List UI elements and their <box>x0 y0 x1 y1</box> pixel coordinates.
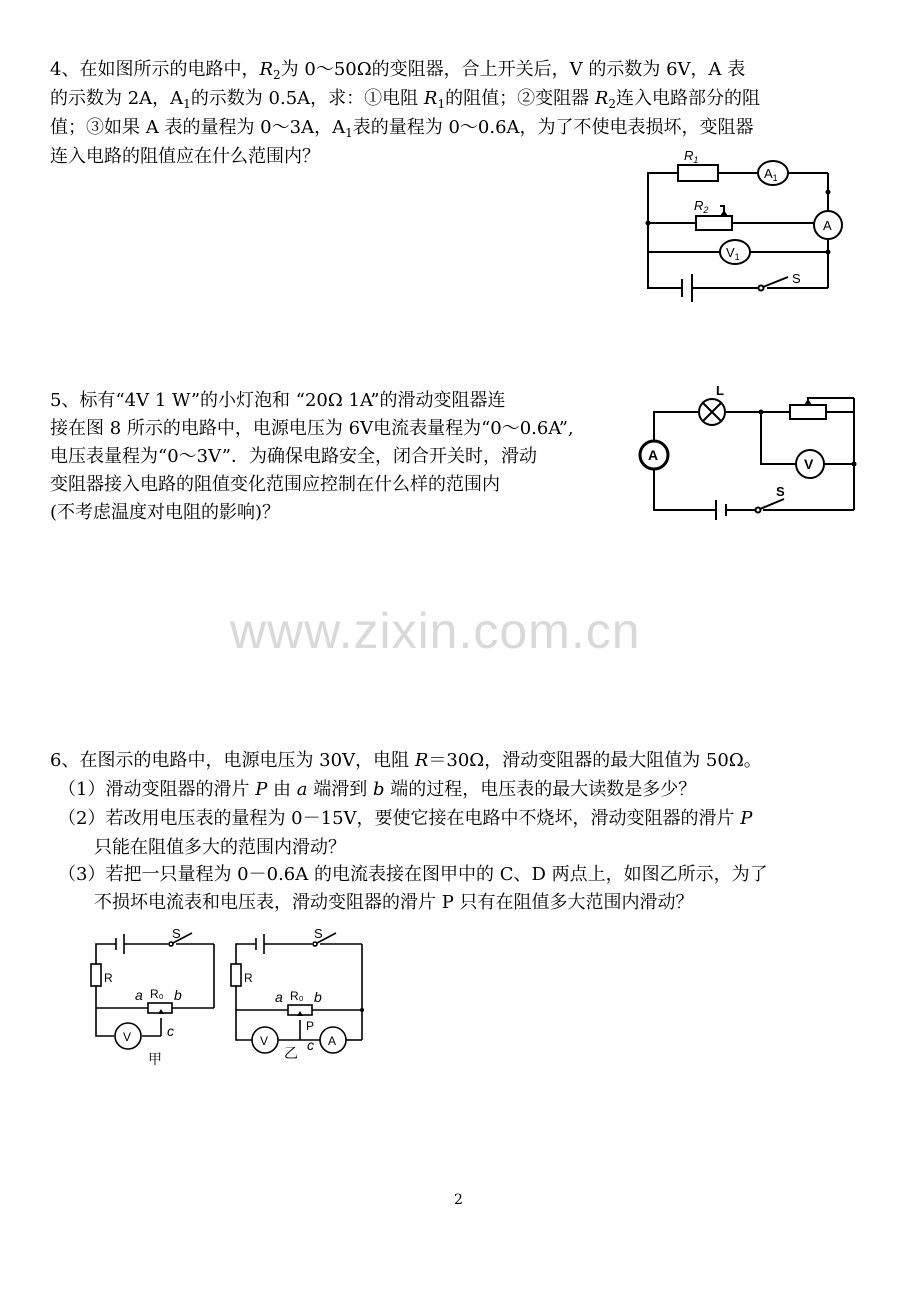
label-p: P <box>306 1019 315 1033</box>
label-r: R <box>104 971 113 985</box>
rheostat-r2 <box>696 216 732 230</box>
label-v1: $V_1$ <box>726 245 740 262</box>
q6-line-2: （1）滑动变阻器的滑片 P 由 a 端滑到 b 端的过程，电压表的最大读数是多少？ <box>58 779 697 800</box>
label-r1: $R_1$ <box>684 148 699 165</box>
label-b: b <box>174 987 182 1003</box>
resistor-r <box>231 964 241 986</box>
q5-line-4: 变阻器接入电路的阻值变化范围应控制在什么样的范围内 <box>50 474 500 495</box>
q6-line-5: （3）若把一只量程为 0－0.6A 的电流表接在图甲中的 C、D 两点上，如图乙所示，为了 <box>58 864 768 885</box>
rheostat <box>790 405 826 419</box>
q4-line-4: 连入电路的阻值应在什么范围内？ <box>50 146 320 167</box>
q6-line-6: 不损坏电流表和电压表，滑动变阻器的滑片 P 只有在阻值多大范围内滑动？ <box>94 892 694 913</box>
label-l: L <box>716 383 724 398</box>
caption-yi: 乙 <box>284 1045 298 1061</box>
label-v: V <box>804 456 814 472</box>
label-s: S <box>314 926 323 941</box>
q5-line-2: 接在图 8 所示的电路中，电源电压为 6V电流表量程为“0～0.6A”, <box>50 418 574 439</box>
label-v: V <box>123 1030 132 1044</box>
resistor-r <box>91 964 101 986</box>
caption-jia: 甲 <box>148 1051 162 1067</box>
battery-icon <box>256 934 264 954</box>
battery-icon <box>682 274 692 302</box>
q4-line-3: 值；③如果 A 表的量程为 0～3A，$A_1$表的量程为 0～0.6A，为了不使电表损坏，变阻器 <box>50 117 754 140</box>
q6-circuit-yi <box>226 926 376 1071</box>
battery-icon <box>116 934 124 954</box>
lamp-l-icon <box>699 399 725 425</box>
label-a: a <box>275 989 283 1005</box>
page-number: 2 <box>454 1192 463 1208</box>
q5-line-3: 电压表量程为“0～3V”．为确保电路安全，闭合开关时，滑动 <box>50 446 537 467</box>
label-a1: $A_1$ <box>764 166 778 183</box>
label-r0: R₀ <box>150 987 164 1001</box>
q5-line-5: (不考虑温度对电阻的影响)？ <box>50 502 281 523</box>
label-s: S <box>172 926 181 941</box>
label-a: A <box>648 447 659 463</box>
q6-line-3: （2）若改用电压表的量程为 0－15V，要使它接在电路中不烧坏，滑动变阻器的滑片 P <box>58 808 753 829</box>
q4-line-2: 的示数为 2A，$A_1$的示数为 0.5A，求：①电阻 $R_1$的阻值；②变阻器 $R_2$连入电路部分的阻 <box>50 88 761 111</box>
q6-line-4: 只能在阻值多大的范围内滑动？ <box>94 837 346 858</box>
q5-circuit-diagram <box>636 380 861 525</box>
label-b: b <box>314 989 322 1005</box>
battery-icon <box>716 500 726 520</box>
label-s: S <box>776 484 785 499</box>
watermark: www.zixin.com.cn <box>230 603 641 659</box>
label-r2: $R_2$ <box>694 198 709 215</box>
q6-line-1: 6、在图示的电路中，电源电压为 30V，电阻 R＝30Ω，滑动变阻器的最大阻值为 50Ω。 <box>50 750 762 771</box>
label-a: a <box>135 987 143 1003</box>
label-r0: R₀ <box>290 989 304 1003</box>
label-am: A <box>328 1034 337 1048</box>
q6-circuit-jia <box>86 926 226 1071</box>
q4-circuit-diagram <box>636 140 856 310</box>
resistor-r1 <box>678 165 718 181</box>
label-c: c <box>167 1023 174 1039</box>
label-v: V <box>260 1034 269 1048</box>
label-c: c <box>307 1037 314 1053</box>
label-s: S <box>792 271 801 286</box>
label-r: R <box>244 971 253 985</box>
label-a: A <box>823 218 832 233</box>
q5-line-1: 5、标有“4V 1 W”的小灯泡和 “20Ω 1A”的滑动变阻器连 <box>50 390 506 411</box>
q4-line-1: 4、在如图所示的电路中，$R_2$为 0～50Ω的变阻器，合上开关后，V 的示数为 6V，A 表 <box>50 59 746 82</box>
